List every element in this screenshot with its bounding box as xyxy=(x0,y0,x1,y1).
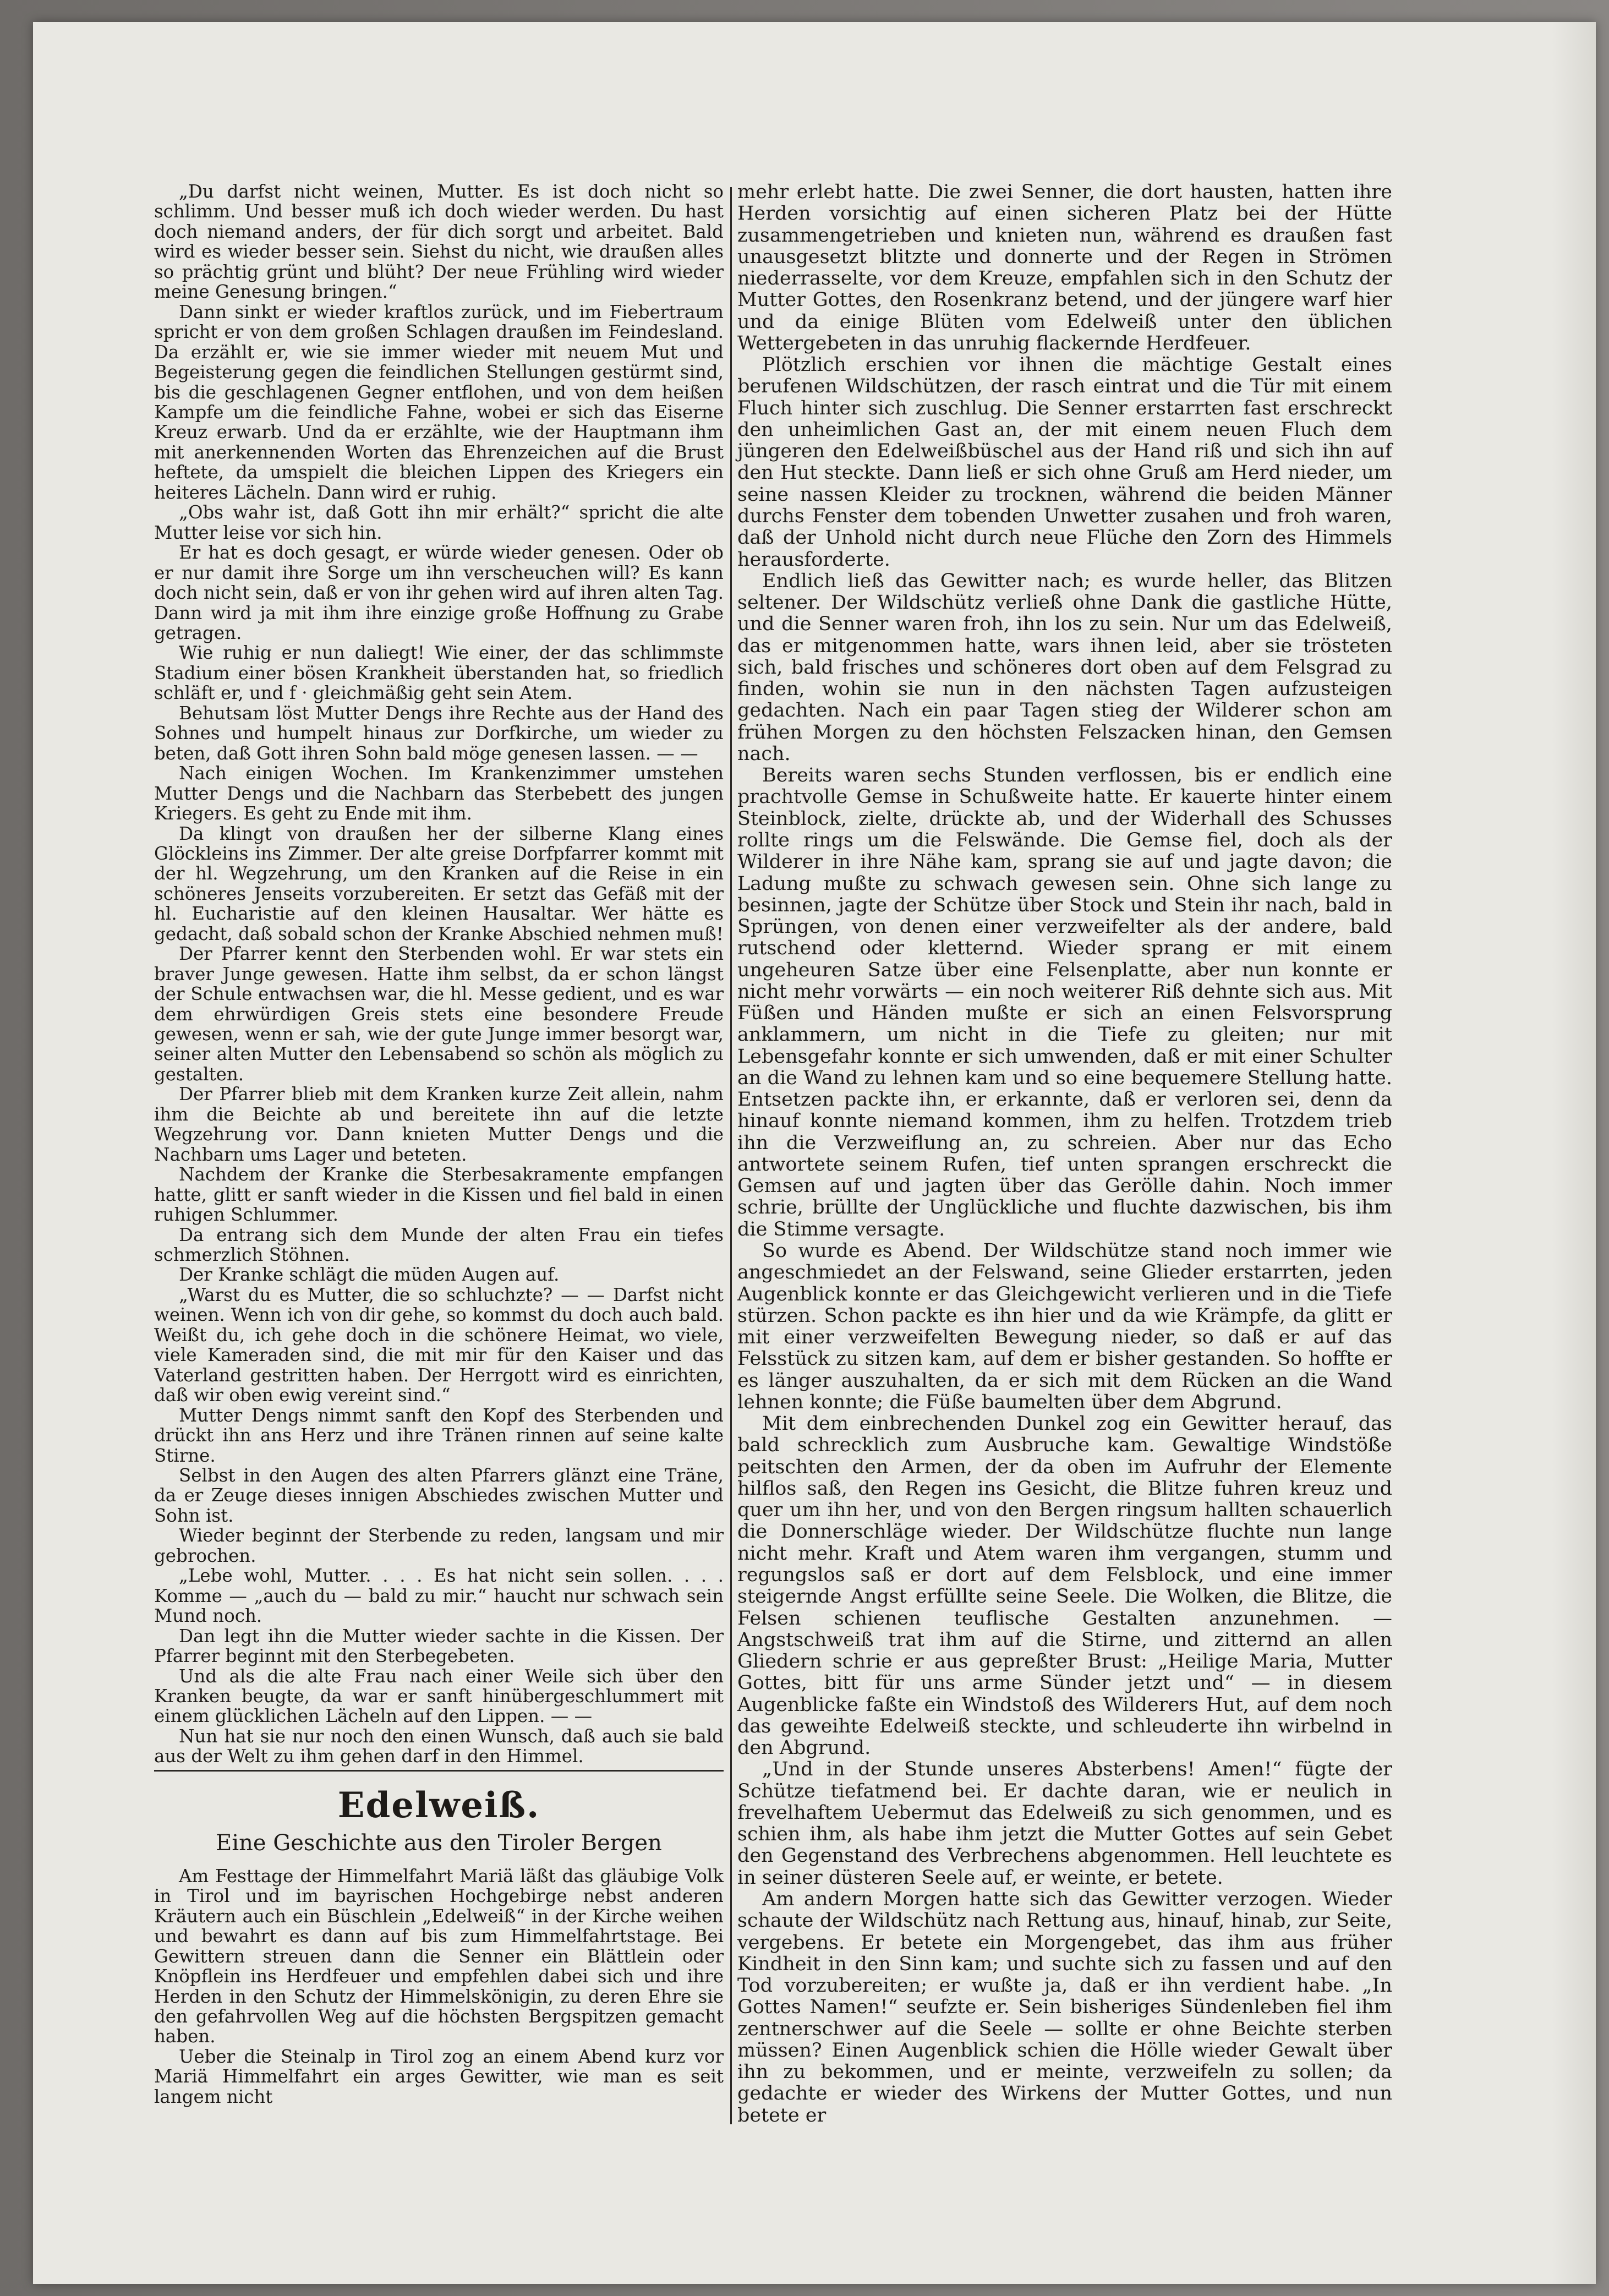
paragraph: Mit dem einbrechenden Dunkel zog ein Gewitter herauf, das bald schrecklich zum Ausbruche kam. Gewaltige Windstöße peitschten den Armen, der da oben im Aufruhr der Elemente hilflos saß, den Regen ins Gesicht, die Blitze fuhren kreuz und quer um ihn her, und von den Bergen ringsum hallten schauerlich die Donnerschläge wieder. Der Wildschütze fluchte nun lange nicht mehr. Kraft und Atem waren ihm vergangen, stumm und regungslos saß er dort auf dem Felsblock, und eine immer steigernde Angst erfüllte seine Seele. Die Wolken, die Blitze, die Felsen schienen teuflische Gestalten anzunehmen. — Angstschweiß trat ihm auf die Stirne, und zitternd an allen Gliedern schrie er aus gepreßter Brust: „Heilige Maria, Mutter Gottes, bitt für uns arme Sünder jetzt und“ — in diesem Augenblicke faßte ein Windstoß des Wilderers Hut, auf dem noch das geweihte Edelweiß steckte, und schleuderte ihn wirbelnd in den Abgrund. xyxy=(737,1413,1392,1759)
column-rule xyxy=(730,187,732,2124)
paragraph: Der Kranke schlägt die müden Augen auf. xyxy=(179,1264,560,1286)
page-edge xyxy=(1552,22,1596,2284)
paragraph: Dan legt ihn die Mutter wieder sachte in die Kissen. Der Pfarrer beginnt mit den Sterbegebeten. xyxy=(154,1625,724,1667)
section-divider xyxy=(154,1770,724,1772)
paragraph: Selbst in den Augen des alten Pfarrers glänzt eine Träne, da er Zeuge dieses innigen Abschiedes zwischen Mutter und Sohn ist. xyxy=(154,1465,724,1526)
paragraph: Bereits waren sechs Stunden verflossen, bis er endlich eine prachtvolle Gemse in Schußweite hatte. Er kauerte hinter einem Steinblock, zielte, drückte ab, und der Widerhall des Schusses rollte rings um die Felswände. Die Gemse fiel, doch als der Wilderer in ihre Nähe kam, sprang sie auf und jagte davon; die Ladung mußte zu schwach gewesen sein. Ohne sich lange zu besinnen, jagte der Schütze über Stock und Stein ihr nach, bald in Sprüngen, von denen einer verzweifelter als der andere, bald rutschend oder kletternd. Wieder sprang er mit einem ungeheuren Satze über eine Felsenplatte, aber nun konnte er nicht mehr vorwärts — ein noch weiterer Riß dehnte sich aus. Mit Füßen und Händen mußte er sich an einen Felsvorsprung anklammern, um nicht in die Tiefe zu gleiten; nur mit Lebensgefahr konnte er sich umwenden, daß er mit einer Schulter an die Wand zu lehnen kam und so eine bequemere Stellung hatte. Entsetzen packte ihn, er erkannte, daß er verloren sei, denn da hinauf konnte niemand kommen, ihm zu helfen. Trotzdem trieb ihn die Verzweiflung an, zu schreien. Aber nur das Echo antwortete seinem Rufen, tief unten sprangen erschreckt die Gemsen auf und jagten über das Gerölle dahin. Noch immer schrie, brüllte der Unglückliche und fluchte dazwischen, bis ihm die Stimme versagte. xyxy=(737,764,1392,1240)
paragraph: Nach einigen Wochen. Im Krankenzimmer umstehen Mutter Dengs und die Nachbarn das Sterbebett des jungen Kriegers. Es geht zu Ende mit ihm. xyxy=(154,763,724,824)
paragraph: Da klingt von draußen her der silberne Klang eines Glöckleins ins Zimmer. Der alte greise Dorfpfarrer kommt mit der hl. Wegzehrung, um den Kranken auf die Reise in ein schöneres Jenseits vorzubereiten. Er setzt das Gefäß mit der hl. Eucharistie auf den kleinen Hausaltar. Wer hätte es gedacht, daß sobald schon der Kranke Abschied nehmen muß! xyxy=(154,823,724,944)
story-subtitle: Eine Geschichte aus den Tiroler Bergen xyxy=(216,1830,662,1856)
paragraph: „Obs wahr ist, daß Gott ihn mir erhält?“ spricht die alte Mutter leise vor sich hin. xyxy=(154,502,724,543)
paragraph: „Warst du es Mutter, die so schluchzte? — — Darfst nicht weinen. Wenn ich von dir gehe, so kommst du doch auch bald. Weißt du, ich gehe doch in die schönere Heimat, wo viele, viele Kameraden sind, die mit mir für den Kaiser und das Vaterland gestritten haben. Der Herrgott wird es einrichten, daß wir oben ewig vereint sind.“ xyxy=(154,1284,724,1406)
right-paragraphs xyxy=(737,354,1392,2126)
paragraph: „Und in der Stunde unseres Absterbens! Amen!“ fügte der Schütze tiefatmend bei. Er dachte daran, wie er neulich in frevelhaftem Uebermut das Edelweiß zu sich genommen, und es schien ihm, als habe ihm jetzt die Mutter Gottes auf sein Gebet den Gegenstand des Verbrechens abgenommen. Hell leuchtete es in seiner düsteren Seele auf, er weinte, er betete. xyxy=(737,1758,1392,1889)
paragraph: Plötzlich erschien vor ihnen die mächtige Gestalt eines berufenen Wildschützen, der rasch eintrat und die Tür mit einem Fluch hinter sich zuschlug. Die Senner erstarrten fast erschreckt den unheimlichen Gast an, der mit einem neuen Fluch dem jüngeren den Edelweißbüschel aus der Hand riß und sich ihn auf den Hut steckte. Dann ließ er sich ohne Gruß am Herd nieder, um seine nassen Kleider zu trocknen, während die beiden Männer durchs Fenster dem tobenden Unwetter zusahen und froh waren, daß der Unhold nicht durch neue Flüche den Zorn des Himmels herausforderte. xyxy=(737,354,1392,571)
right-column xyxy=(737,182,1392,2126)
paragraph: Da entrang sich dem Munde der alten Frau ein tiefes schmerzlich Stöhnen. xyxy=(154,1224,724,1266)
paragraph: Endlich ließ das Gewitter nach; es wurde heller, das Blitzen seltener. Der Wildschütz verließ ohne Dank die gastliche Hütte, und die Senner waren froh, ihn los zu sein. Nur um das Edelweiß, das er mitgenommen hatte, wars ihnen leid, aber sie trösteten sich, bald frisches und schöneres dort oben auf dem Felsgrad zu finden, wohin sie nun in den nächsten Tagen aufzusteigen gedachten. Nach ein paar Tagen stieg der Wilderer schon am frühen Morgen zu den höchsten Felszacken hinan, den Gemsen nach. xyxy=(737,570,1392,765)
paragraph: Wieder beginnt der Sterbende zu reden, langsam und mir gebrochen. xyxy=(154,1525,724,1566)
paragraph: „Du darfst nicht weinen, Mutter. Es ist doch nicht so schlimm. Und besser muß ich doch wieder werden. Du hast doch niemand anders, der für dich sorgt und arbeitet. Bald wird es wieder besser sein. Siehst du nicht, wie draußen alles so prächtig grünt und blüht? Der neue Frühling wird wieder meine Genesung bringen.“ xyxy=(154,181,724,303)
paragraph: Wie ruhig er nun daliegt! Wie einer, der das schlimmste Stadium einer bösen Krankheit überstanden hat, so friedlich schläft er, und f · gleichmäßig geht sein Atem. xyxy=(154,642,724,704)
paragraph: Am Festtage der Himmelfahrt Mariä läßt das gläubige Volk in Tirol und im bayrischen Hochgebirge nebst anderen Kräutern auch ein Büschlein „Edelweiß“ in der Kirche weihen und bewahrt es dann auf bis zum Himmelfahrtstage. Bei Gewittern streuen dann die Senner ein Blättlein oder Knöpflein ins Herdfeuer und empfehlen dabei sich und ihre Herden in den Schutz der Himmelskönigin, zu deren Ehre sie den gefahrvollen Weg auf die höchsten Bergspitzen gemacht haben. xyxy=(154,1865,724,2047)
left-column xyxy=(154,182,724,2107)
paragraph: Nachdem der Kranke die Sterbesakramente empfangen hatte, glitt er sanft wieder in die Kissen und fiel bald in einen ruhigen Schlummer. xyxy=(154,1164,724,1226)
paragraph: Mutter Dengs nimmt sanft den Kopf des Sterbenden und drückt ihn ans Herz und ihre Tränen rinnen auf seine kalte Stirne. xyxy=(154,1404,724,1466)
paragraph: Und als die alte Frau nach einer Weile sich über den Kranken beugte, da war er sanft hinübergeschlummert mit einem glücklichen Lächeln auf den Lippen. — — xyxy=(154,1665,724,1727)
continued-paragraph: mehr erlebt hatte. Die zwei Senner, die dort hausten, hatten ihre Herden vorsichtig auf einen sicheren Platz bei der Hütte zusammengetrieben und knieten nun, während es draußen fast unausgesetzt blitzte und donnerte und der Regen in Strömen niederrasselte, vor dem Kreuze, empfahlen sich in den Schutz der Mutter Gottes, den Rosenkranz betend, und der jüngere warf hier und da einige Blüten vom Edelweiß unter den üblichen Wettergebeten in das unruhig flackernde Herdfeuer. xyxy=(737,181,1392,354)
paragraph: Behutsam löst Mutter Dengs ihre Rechte aus der Hand des Sohnes und humpelt hinaus zur Dorfkirche, um wieder zu beten, daß Gott ihren Sohn bald möge genesen lassen. — — xyxy=(154,702,724,764)
left-paragraphs-after xyxy=(154,1866,724,2107)
paragraph: Dann sinkt er wieder kraftlos zurück, und im Fiebertraum spricht er von dem großen Schlagen draußen im Feindesland. Da erzählt er, wie sie immer wieder mit neuem Mut und Begeisterung gegen die feindlichen Stellungen gestürmt sind, bis die geschlagenen Gegner entflohen, und von dem heißen Kampfe um die feindliche Fahne, wobei er sich das Eiserne Kreuz erwarb. Und da er erzählte, wie der Hauptmann ihm mit anerkennenden Worten das Ehrenzeichen auf die Brust heftete, da umspielt die bleichen Lippen des Kriegers ein heiteres Lächeln. Dann wird er ruhig. xyxy=(154,301,724,503)
paragraph: Nun hat sie nur noch den einen Wunsch, daß auch sie bald aus der Welt zu ihm gehen darf in den Himmel. xyxy=(154,1725,724,1767)
left-paragraphs-before xyxy=(154,182,724,1767)
paragraph: Der Pfarrer blieb mit dem Kranken kurze Zeit allein, nahm ihm die Beichte ab und bereitete ihn auf die letzte Wegzehrung vor. Dann knieten Mutter Dengs und die Nachbarn ums Lager und beteten. xyxy=(154,1084,724,1165)
story-title: Edelweiß. xyxy=(337,1784,540,1826)
paragraph: Ueber die Steinalp in Tirol zog an einem Abend kurz vor Mariä Himmelfahrt ein arges Gewitter, wie man es seit langem nicht xyxy=(154,2046,724,2107)
paragraph: Er hat es doch gesagt, er würde wieder genesen. Oder ob er nur damit ihre Sorge um ihn verscheuchen will? Es kann doch nicht sein, daß er von ihr gehen wird auf ihren alten Tag. Dann wird ja mit ihm ihre einzige große Hoffnung zu Grabe getragen. xyxy=(154,542,724,643)
paragraph: So wurde es Abend. Der Wildschütze stand noch immer wie angeschmiedet an der Felswand, seine Glieder erstarrten, jeden Augenblick konnte er das Gleichgewicht verlieren und in die Tiefe stürzen. Schon packte es ihn hier und da wie Krämpfe, da glitt er mit einer verzweifelten Bewegung nieder, so daß er auf das Felsstück zu sitzen kam, auf dem er bisher gestanden. So hoffte er es länger auszuhalten, da er sich mit dem Rücken an die Wand lehnen konnte; die Füße baumelten über dem Abgrund. xyxy=(737,1240,1392,1413)
paragraph: Der Pfarrer kennt den Sterbenden wohl. Er war stets ein braver Junge gewesen. Hatte ihm selbst, da er schon längst der Schule entwachsen war, die hl. Messe gedient, und es war dem ehrwürdigen Greis stets eine besondere Freude gewesen, wenn er sah, wie der gute Junge immer besorgt war, seiner alten Mutter den Lebensabend so schön als möglich zu gestalten. xyxy=(154,943,724,1085)
paragraph: „Lebe wohl, Mutter. . . . Es hat nicht sein sollen. . . . Komme — „auch du — bald zu mir.“ haucht nur schwach sein Mund noch. xyxy=(154,1565,724,1627)
paragraph: Am andern Morgen hatte sich das Gewitter verzogen. Wieder schaute der Wildschütz nach Rettung aus, hinauf, hinab, zur Seite, vergebens. Er betete ein Morgengebet, das ihm aus früher Kindheit in den Sinn kam; und suchte sich zu fassen und auf den Tod vorzubereiten; er wußte ja, daß er ihn verdient habe. „In Gottes Namen!“ seufzte er. Sein bisheriges Sündenleben fiel ihm zentnerschwer auf die Seele — sollte er ohne Beichte sterben müssen? Einen Augenblick schien die Hölle wieder Gewalt über ihn zu bekommen, und er meinte, verzweifeln zu sollen; da gedachte er wieder des Wirkens der Mutter Gottes, und nun betete er xyxy=(737,1888,1392,2126)
